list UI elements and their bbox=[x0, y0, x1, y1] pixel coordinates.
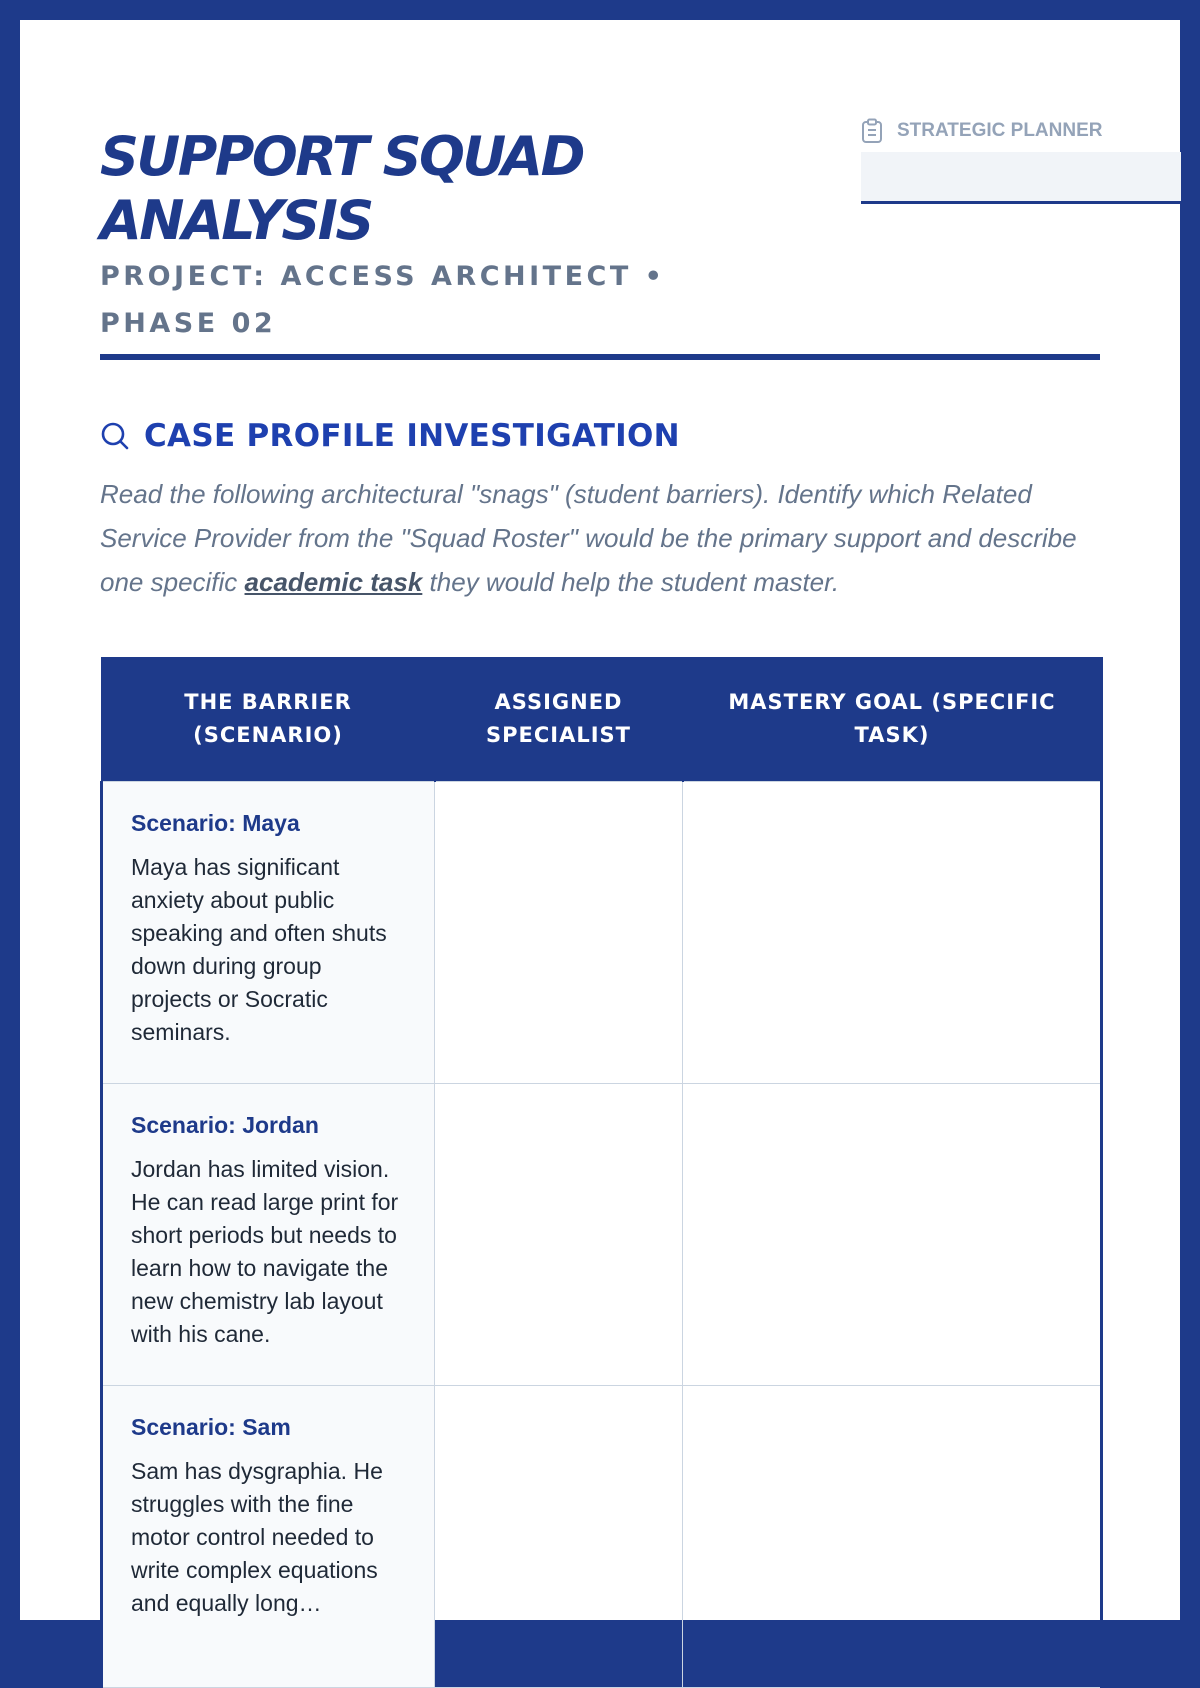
project-subtitle: PROJECT: ACCESS ARCHITECT • PHASE 02 bbox=[100, 261, 666, 339]
instructions-text bbox=[100, 472, 1105, 604]
specialist-input[interactable] bbox=[435, 1386, 682, 1687]
specialist-cell bbox=[435, 782, 683, 1084]
goal-cell bbox=[683, 1386, 1102, 1688]
clipboard-icon bbox=[861, 118, 883, 144]
scenario-description: Jordan has limited vision. He can read large print for short periods but needs to learn how to navigate the new chemistry lab layout with his cane. bbox=[131, 1156, 399, 1347]
instructions-tail: they would help the student master. bbox=[422, 567, 840, 597]
column-header-specialist: ASSIGNED SPECIALIST bbox=[435, 657, 683, 782]
planner-label: STRATEGIC PLANNER bbox=[897, 120, 1103, 141]
search-icon bbox=[100, 421, 130, 451]
specialist-cell bbox=[435, 1084, 683, 1386]
table-row bbox=[102, 1084, 1102, 1386]
table-header-row bbox=[102, 657, 1102, 782]
section-title: CASE PROFILE INVESTIGATION bbox=[144, 418, 680, 454]
mastery-goal-input[interactable] bbox=[683, 1084, 1100, 1385]
header-divider bbox=[100, 354, 1100, 360]
table-row bbox=[102, 1386, 1102, 1688]
case-table bbox=[100, 657, 1103, 1688]
scenario-name: Scenario: Maya bbox=[131, 810, 300, 836]
strategic-planner-field bbox=[861, 118, 1181, 204]
specialist-input[interactable] bbox=[435, 1084, 682, 1385]
academic-task-emphasis: academic task bbox=[244, 567, 423, 597]
barrier-cell bbox=[102, 1084, 435, 1386]
mastery-goal-input[interactable] bbox=[683, 1386, 1100, 1687]
section-heading bbox=[100, 418, 680, 454]
barrier-cell bbox=[102, 1386, 435, 1688]
scenario-name: Scenario: Jordan bbox=[131, 1112, 319, 1138]
specialist-input[interactable] bbox=[435, 782, 682, 1083]
worksheet-page bbox=[20, 20, 1180, 1620]
scenario-description: Sam has dysgraphia. He struggles with the fine motor control needed to write complex equations and equally long… bbox=[131, 1458, 383, 1616]
column-header-barrier: THE BARRIER (SCENARIO) bbox=[102, 657, 435, 782]
table-row bbox=[102, 782, 1102, 1084]
planner-label-row bbox=[861, 118, 1181, 144]
scenario-block bbox=[103, 1084, 434, 1351]
goal-cell bbox=[683, 782, 1102, 1084]
mastery-goal-input[interactable] bbox=[683, 782, 1100, 1083]
page-title: SUPPORT SQUAD ANALYSIS bbox=[100, 125, 583, 252]
specialist-cell bbox=[435, 1386, 683, 1688]
goal-cell bbox=[683, 1084, 1102, 1386]
scenario-block bbox=[103, 782, 434, 1049]
barrier-cell bbox=[102, 782, 435, 1084]
scenario-description: Maya has significant anxiety about public speaking and often shuts down during group projects or Socratic seminars. bbox=[131, 854, 387, 1045]
column-header-goal: MASTERY GOAL (SPECIFIC TASK) bbox=[683, 657, 1102, 782]
scenario-block bbox=[103, 1386, 434, 1620]
scenario-name: Scenario: Sam bbox=[131, 1414, 291, 1440]
instructions-lead: Read the following architectural "snags" (student barriers). Identify which Related Service Provider from the "Squad Roster" would be the primary support and describe one specific bbox=[100, 479, 1077, 597]
planner-input[interactable] bbox=[861, 152, 1181, 204]
